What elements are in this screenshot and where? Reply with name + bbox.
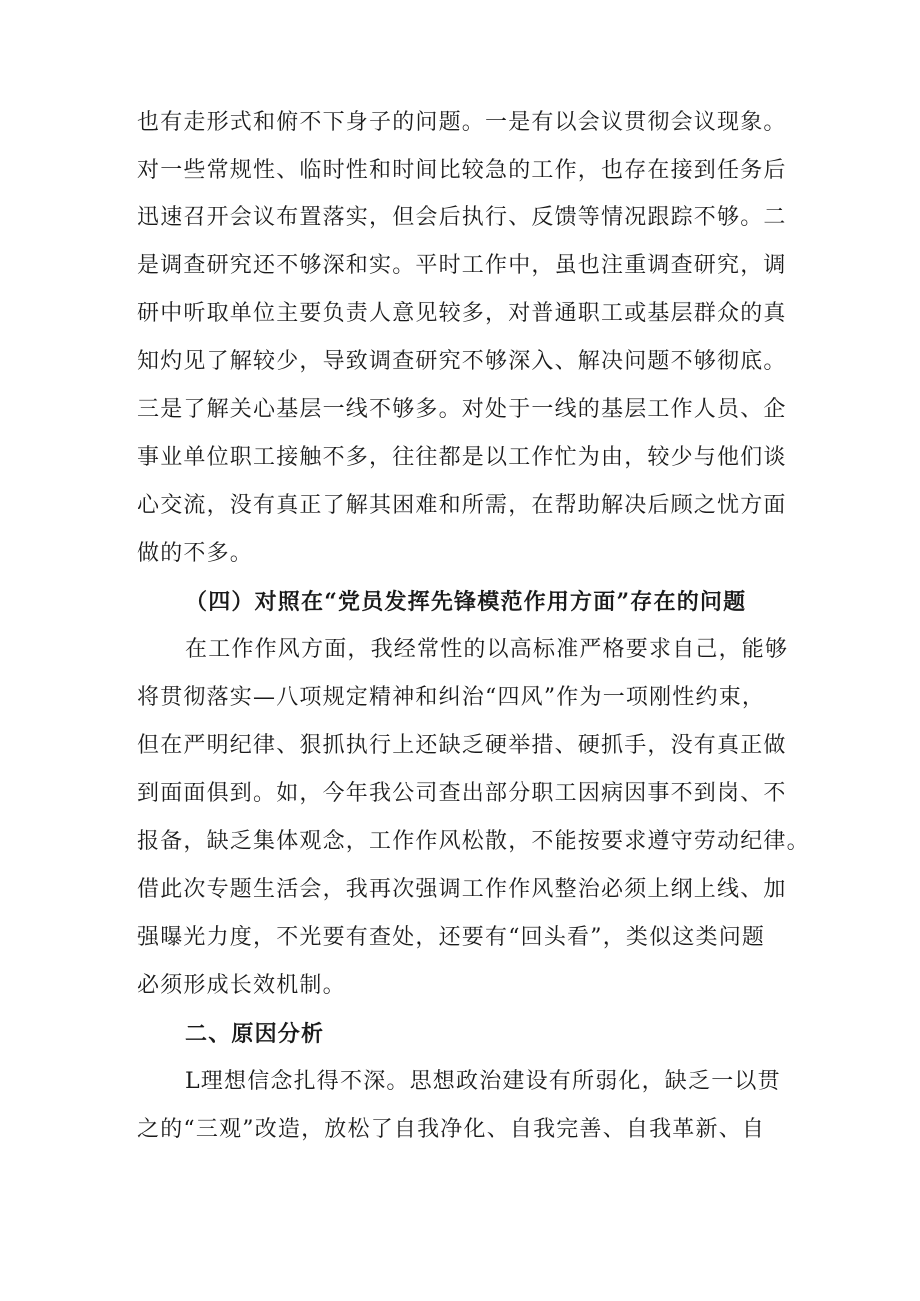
section-heading: 二、原因分析 xyxy=(185,1021,325,1047)
body-line: 但在严明纪律、狠抓执行上还缺乏硬举措、硬抓手，没有真正做 xyxy=(137,733,787,758)
body-line: 之的“三观”改造，放松了自我净化、自我完善、自我革新、自 xyxy=(137,1117,766,1142)
body-line: 三是了解关心基层一线不够多。对处于一线的基层工作人员、企 xyxy=(137,397,787,422)
body-line: L理想信念扎得不深。思想政治建设有所弱化，缺乏一以贯 xyxy=(185,1069,781,1094)
body-line: 心交流，没有真正了解其困难和所需，在帮助解决后顾之忧方面 xyxy=(137,493,787,518)
body-line: 也有走形式和俯不下身子的问题。一是有以会议贯彻会议现象。 xyxy=(137,110,787,135)
body-line: 报备，缺乏集体观念，工作作风松散，不能按要求遵守劳动纪律。 xyxy=(137,829,810,854)
body-line: 迅速召开会议布置落实，但会后执行、反馈等情况跟踪不够。二 xyxy=(137,205,787,230)
body-line: 在工作作风方面，我经常性的以高标准严格要求自己，能够 xyxy=(185,637,789,662)
body-line: 是调查研究还不够深和实。平时工作中，虽也注重调查研究，调 xyxy=(137,253,787,278)
section-heading: （四）对照在“党员发挥先锋模范作用方面”存在的问题 xyxy=(185,589,747,615)
body-line: 事业单位职工接触不多，往往都是以工作忙为由，较少与他们谈 xyxy=(137,445,787,470)
body-line: 到面面俱到。如，今年我公司查出部分职工因病因事不到岗、不 xyxy=(137,781,787,806)
body-line: 对一些常规性、临时性和时间比较急的工作，也存在接到任务后 xyxy=(137,158,787,183)
body-line: 必须形成长效机制。 xyxy=(137,973,346,998)
body-line: 知灼见了解较少，导致调查研究不够深入、解决问题不够彻底。 xyxy=(137,349,787,374)
body-line: 做的不多。 xyxy=(137,541,254,566)
body-line: 研中听取单位主要负责人意见较多，对普通职工或基层群众的真 xyxy=(137,301,787,326)
body-line: 借此次专题生活会，我再次强调工作作风整治必须上纲上线、加 xyxy=(137,877,787,902)
body-line: 将贯彻落实—八项规定精神和纠治“四风”作为一项刚性约束， xyxy=(137,685,766,710)
body-line: 强曝光力度，不光要有查处，还要有“回头看”，类似这类问题 xyxy=(137,925,766,950)
